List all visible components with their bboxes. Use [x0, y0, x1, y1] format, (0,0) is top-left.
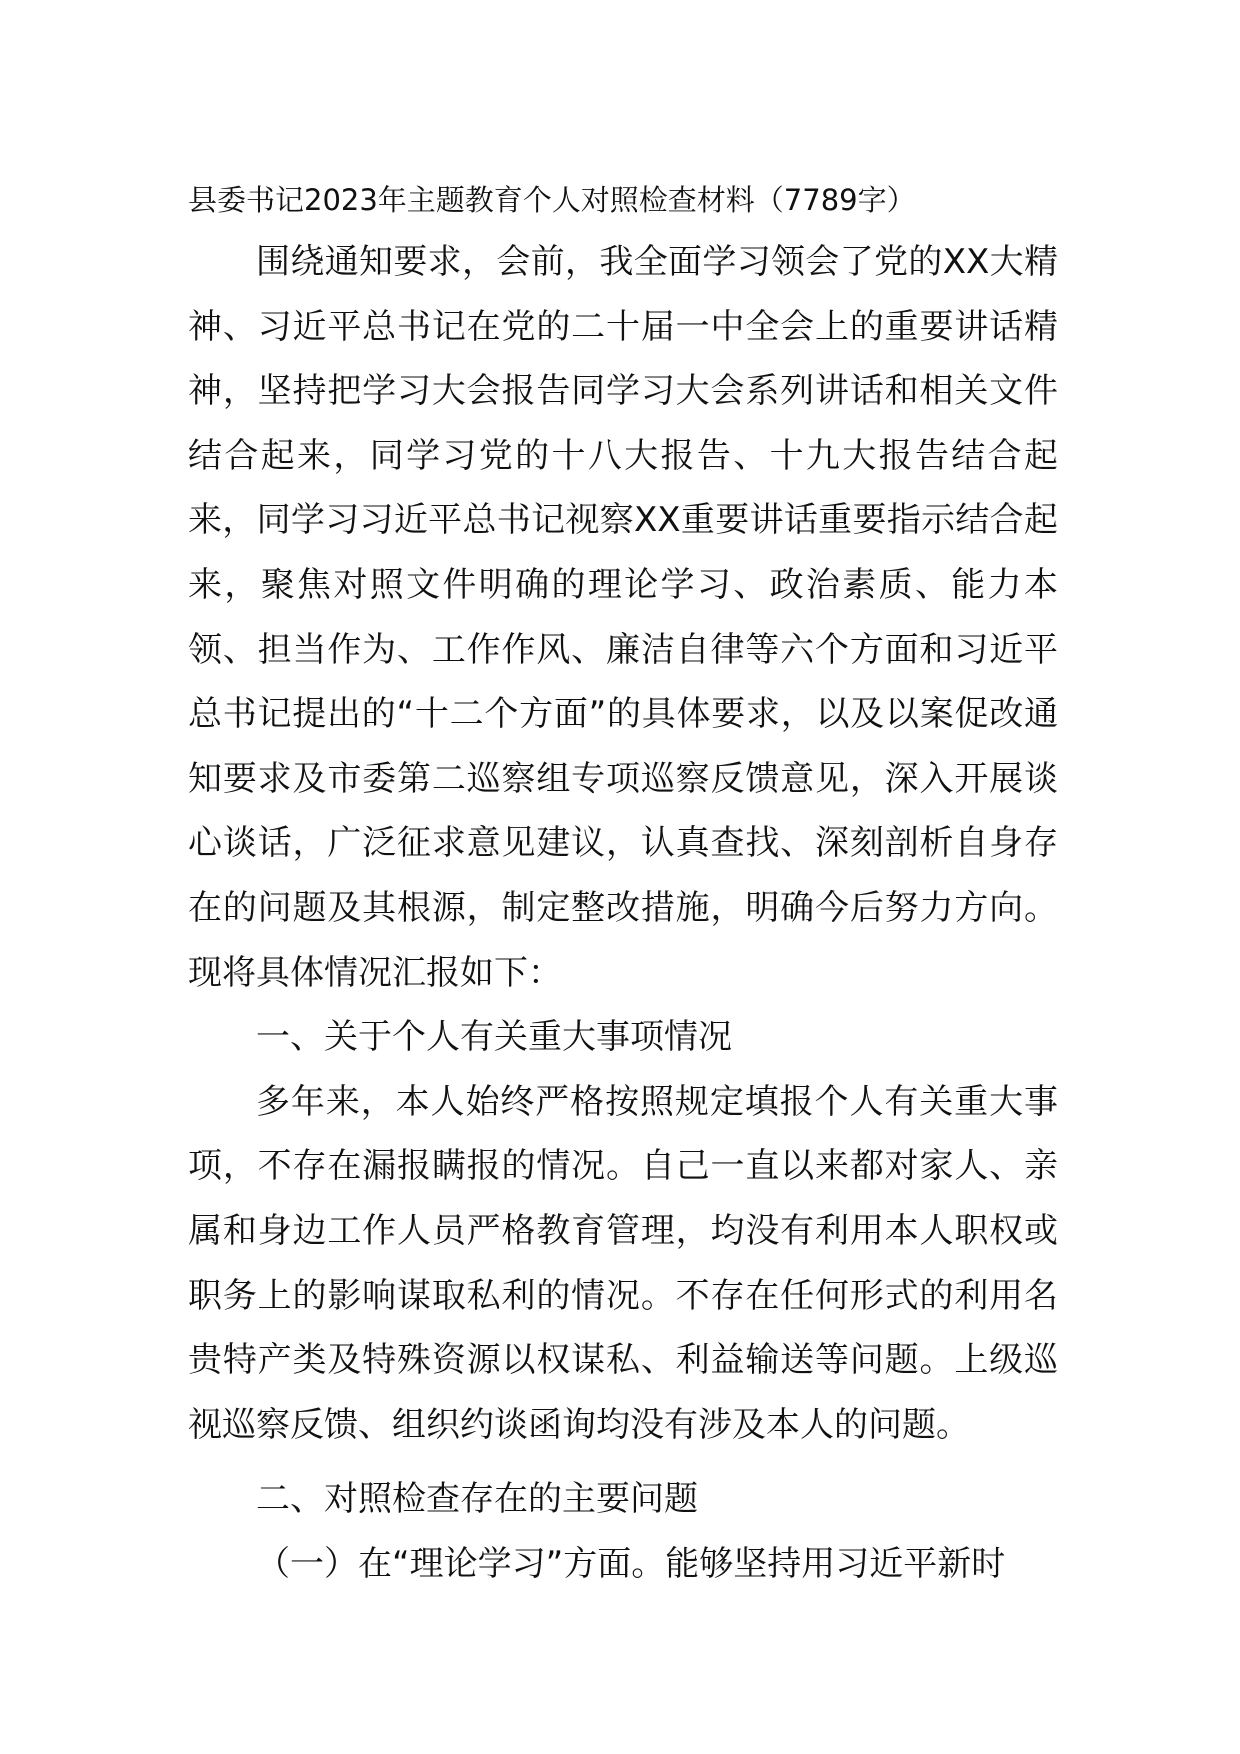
section-2-heading: 二、对照检查存在的主要问题	[256, 1479, 698, 1520]
section-2-subsection-1: （一）在“理论学习”方面。能够坚持用习近平新时	[256, 1543, 1006, 1584]
section-1-heading: 一、关于个人有关重大事项情况	[256, 1017, 732, 1058]
section-gap	[188, 1457, 1058, 1467]
section-1-body: 多年来，本人始终严格按照规定填报个人有关重大事项，不存在漏报瞒报的情况。自己一直以来都对家人、亲属和身边工作人员严格教育管理，均没有利用本人职权或职务上的影响谋取私利的情况。不存在任何形式的利用名贵特产类及特殊资源以权谋私、利益输送等问题。上级巡视巡察反馈、组织约谈函询均没有涉及本人的问题。	[188, 1081, 1058, 1445]
intro-paragraph: 围绕通知要求，会前，我全面学习领会了党的XX大精神、习近平总书记在党的二十届一中全会上的重要讲话精神，坚持把学习大会报告同学习大会系列讲话和相关文件结合起来，同学习党的十八大报告、十九大报告结合起来，同学习习近平总书记视察XX重要讲话重要指示结合起来，聚焦对照文件明确的理论学习、政治素质、能力本领、担当作为、工作作风、廉洁自律等六个方面和习近平总书记提出的“十二个方面”的具体要求，以及以案促改通知要求及市委第二巡察组专项巡察反馈意见，深入开展谈心谈话，广泛征求意见建议，认真查找、深刻剖析自身存在的问题及其根源，制定整改措施，明确今后努力方向。现将具体情况汇报如下：	[188, 242, 1058, 993]
document-page	[188, 170, 1058, 1596]
document-title: 县委书记2023年主题教育个人对照检查材料（7789字）	[188, 183, 916, 217]
